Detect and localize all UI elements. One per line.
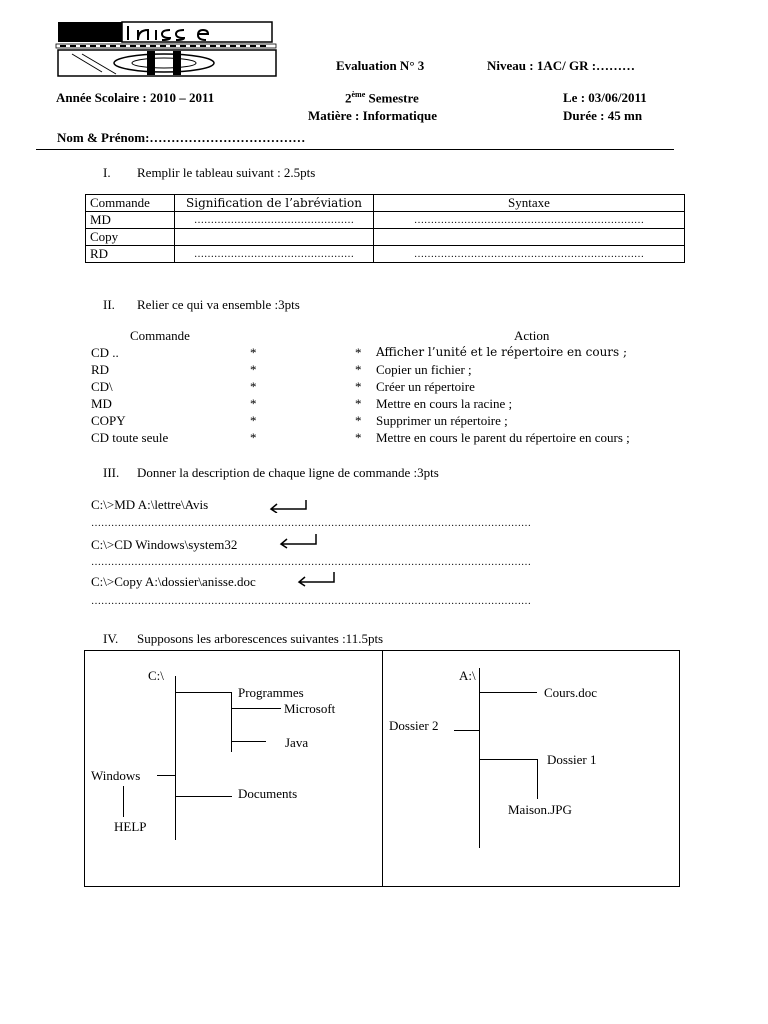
match-action: Mettre en cours le parent du répertoire en cours ;	[376, 430, 630, 445]
answer-dots: ……………………………………………………………………………………………………………………	[91, 518, 531, 529]
evaluation-number: Evaluation N° 3	[336, 58, 425, 73]
school-year: Année Scolaire : 2010 – 2011	[56, 90, 215, 105]
section-1-title: I. Remplir le tableau suivant : 2.5pts	[103, 165, 316, 180]
semester: 2ème Semestre	[345, 90, 419, 106]
abbreviation-table	[85, 194, 685, 263]
row-command: Copy	[86, 229, 175, 246]
duration: Durée : 45 mn	[563, 108, 643, 123]
tree-c-documents: Documents	[238, 786, 298, 801]
section-4-title: IV. Supposons les arborescences suivantes :11.5pts	[103, 631, 384, 646]
tree-a-dossier2: Dossier 2	[389, 718, 439, 733]
table-row	[86, 229, 685, 246]
enter-key-icon	[278, 533, 318, 549]
answer-dots: ……………………………………………………………………………………………………………………	[91, 596, 531, 607]
answer-dots: …………………………………………	[194, 214, 354, 226]
match-star-right: *	[355, 413, 362, 428]
match-action: Supprimer un répertoire ;	[376, 413, 508, 428]
match-star-right: *	[355, 362, 362, 377]
match-action: Copier un fichier ;	[376, 362, 472, 377]
section-2-title: II. Relier ce qui va ensemble :3pts	[103, 297, 300, 312]
table-row	[86, 246, 685, 263]
tree-c-microsoft: Microsoft	[284, 701, 336, 716]
match-star-right: *	[355, 396, 362, 411]
tree-a-dossier1: Dossier 1	[547, 752, 597, 767]
tree-c-java: Java	[285, 735, 309, 750]
match-star-left: *	[250, 430, 257, 445]
exam-date: Le : 03/06/2011	[563, 90, 647, 105]
subject: Matière : Informatique	[308, 108, 438, 123]
match-star-left: *	[250, 379, 257, 394]
match-command: MD	[91, 396, 112, 411]
match-command: CD toute seule	[91, 430, 169, 445]
enter-key-icon	[268, 499, 308, 513]
match-action: Afficher l’unité et le répertoire en cours ;	[376, 345, 628, 359]
match-star-left: *	[250, 396, 257, 411]
table-row	[86, 212, 685, 229]
tree-a-cours: Cours.doc	[544, 685, 598, 700]
column-commande: Commande	[130, 328, 190, 343]
match-command: CD ..	[91, 345, 119, 360]
match-star-right: *	[355, 345, 362, 360]
answer-dots: …………………………………………	[194, 248, 354, 260]
command-line: C:\>CD Windows\system32	[91, 537, 238, 552]
col-signification: Signification de l’abréviation	[175, 195, 374, 212]
match-star-left: *	[250, 345, 257, 360]
tree-a-maison: Maison.JPG	[508, 802, 572, 817]
match-command: RD	[91, 362, 110, 377]
match-star-right: *	[355, 430, 362, 445]
section-3-title: III. Donner la description de chaque ligne de commande :3pts	[103, 465, 439, 480]
row-command: MD	[86, 212, 175, 229]
match-command: COPY	[91, 413, 126, 428]
match-command: CD\	[91, 379, 113, 394]
table-header-row	[86, 195, 685, 212]
niveau-field: Niveau : 1AC/ GR :………	[487, 58, 636, 73]
match-action: Mettre en cours la racine ;	[376, 396, 513, 411]
tree-c-help: HELP	[114, 819, 147, 834]
match-star-left: *	[250, 413, 257, 428]
command-line: C:\>MD A:\lettre\Avis	[91, 497, 209, 512]
answer-dots: ……………………………………………………………	[414, 248, 644, 260]
name-field: Nom & Prénom:………………………………	[57, 130, 306, 145]
tree-divider	[382, 650, 383, 887]
tree-a-root: A:\	[459, 668, 476, 683]
school-logo	[52, 20, 280, 80]
tree-c-root: C:\	[148, 668, 164, 683]
header-separator	[36, 149, 674, 150]
answer-dots: ……………………………………………………………	[414, 214, 644, 226]
command-line: C:\>Copy A:\dossier\anisse.doc	[91, 574, 256, 589]
enter-key-icon	[296, 571, 336, 587]
col-commande: Commande	[86, 195, 175, 212]
row-command: RD	[86, 246, 175, 263]
match-star-right: *	[355, 379, 362, 394]
answer-dots: ……………………………………………………………………………………………………………………	[91, 557, 531, 568]
column-action: Action	[514, 328, 550, 343]
match-action: Créer un répertoire	[376, 379, 475, 394]
col-syntaxe: Syntaxe	[374, 195, 685, 212]
tree-c-windows: Windows	[91, 768, 141, 783]
tree-c-programmes: Programmes	[238, 685, 304, 700]
match-star-left: *	[250, 362, 257, 377]
